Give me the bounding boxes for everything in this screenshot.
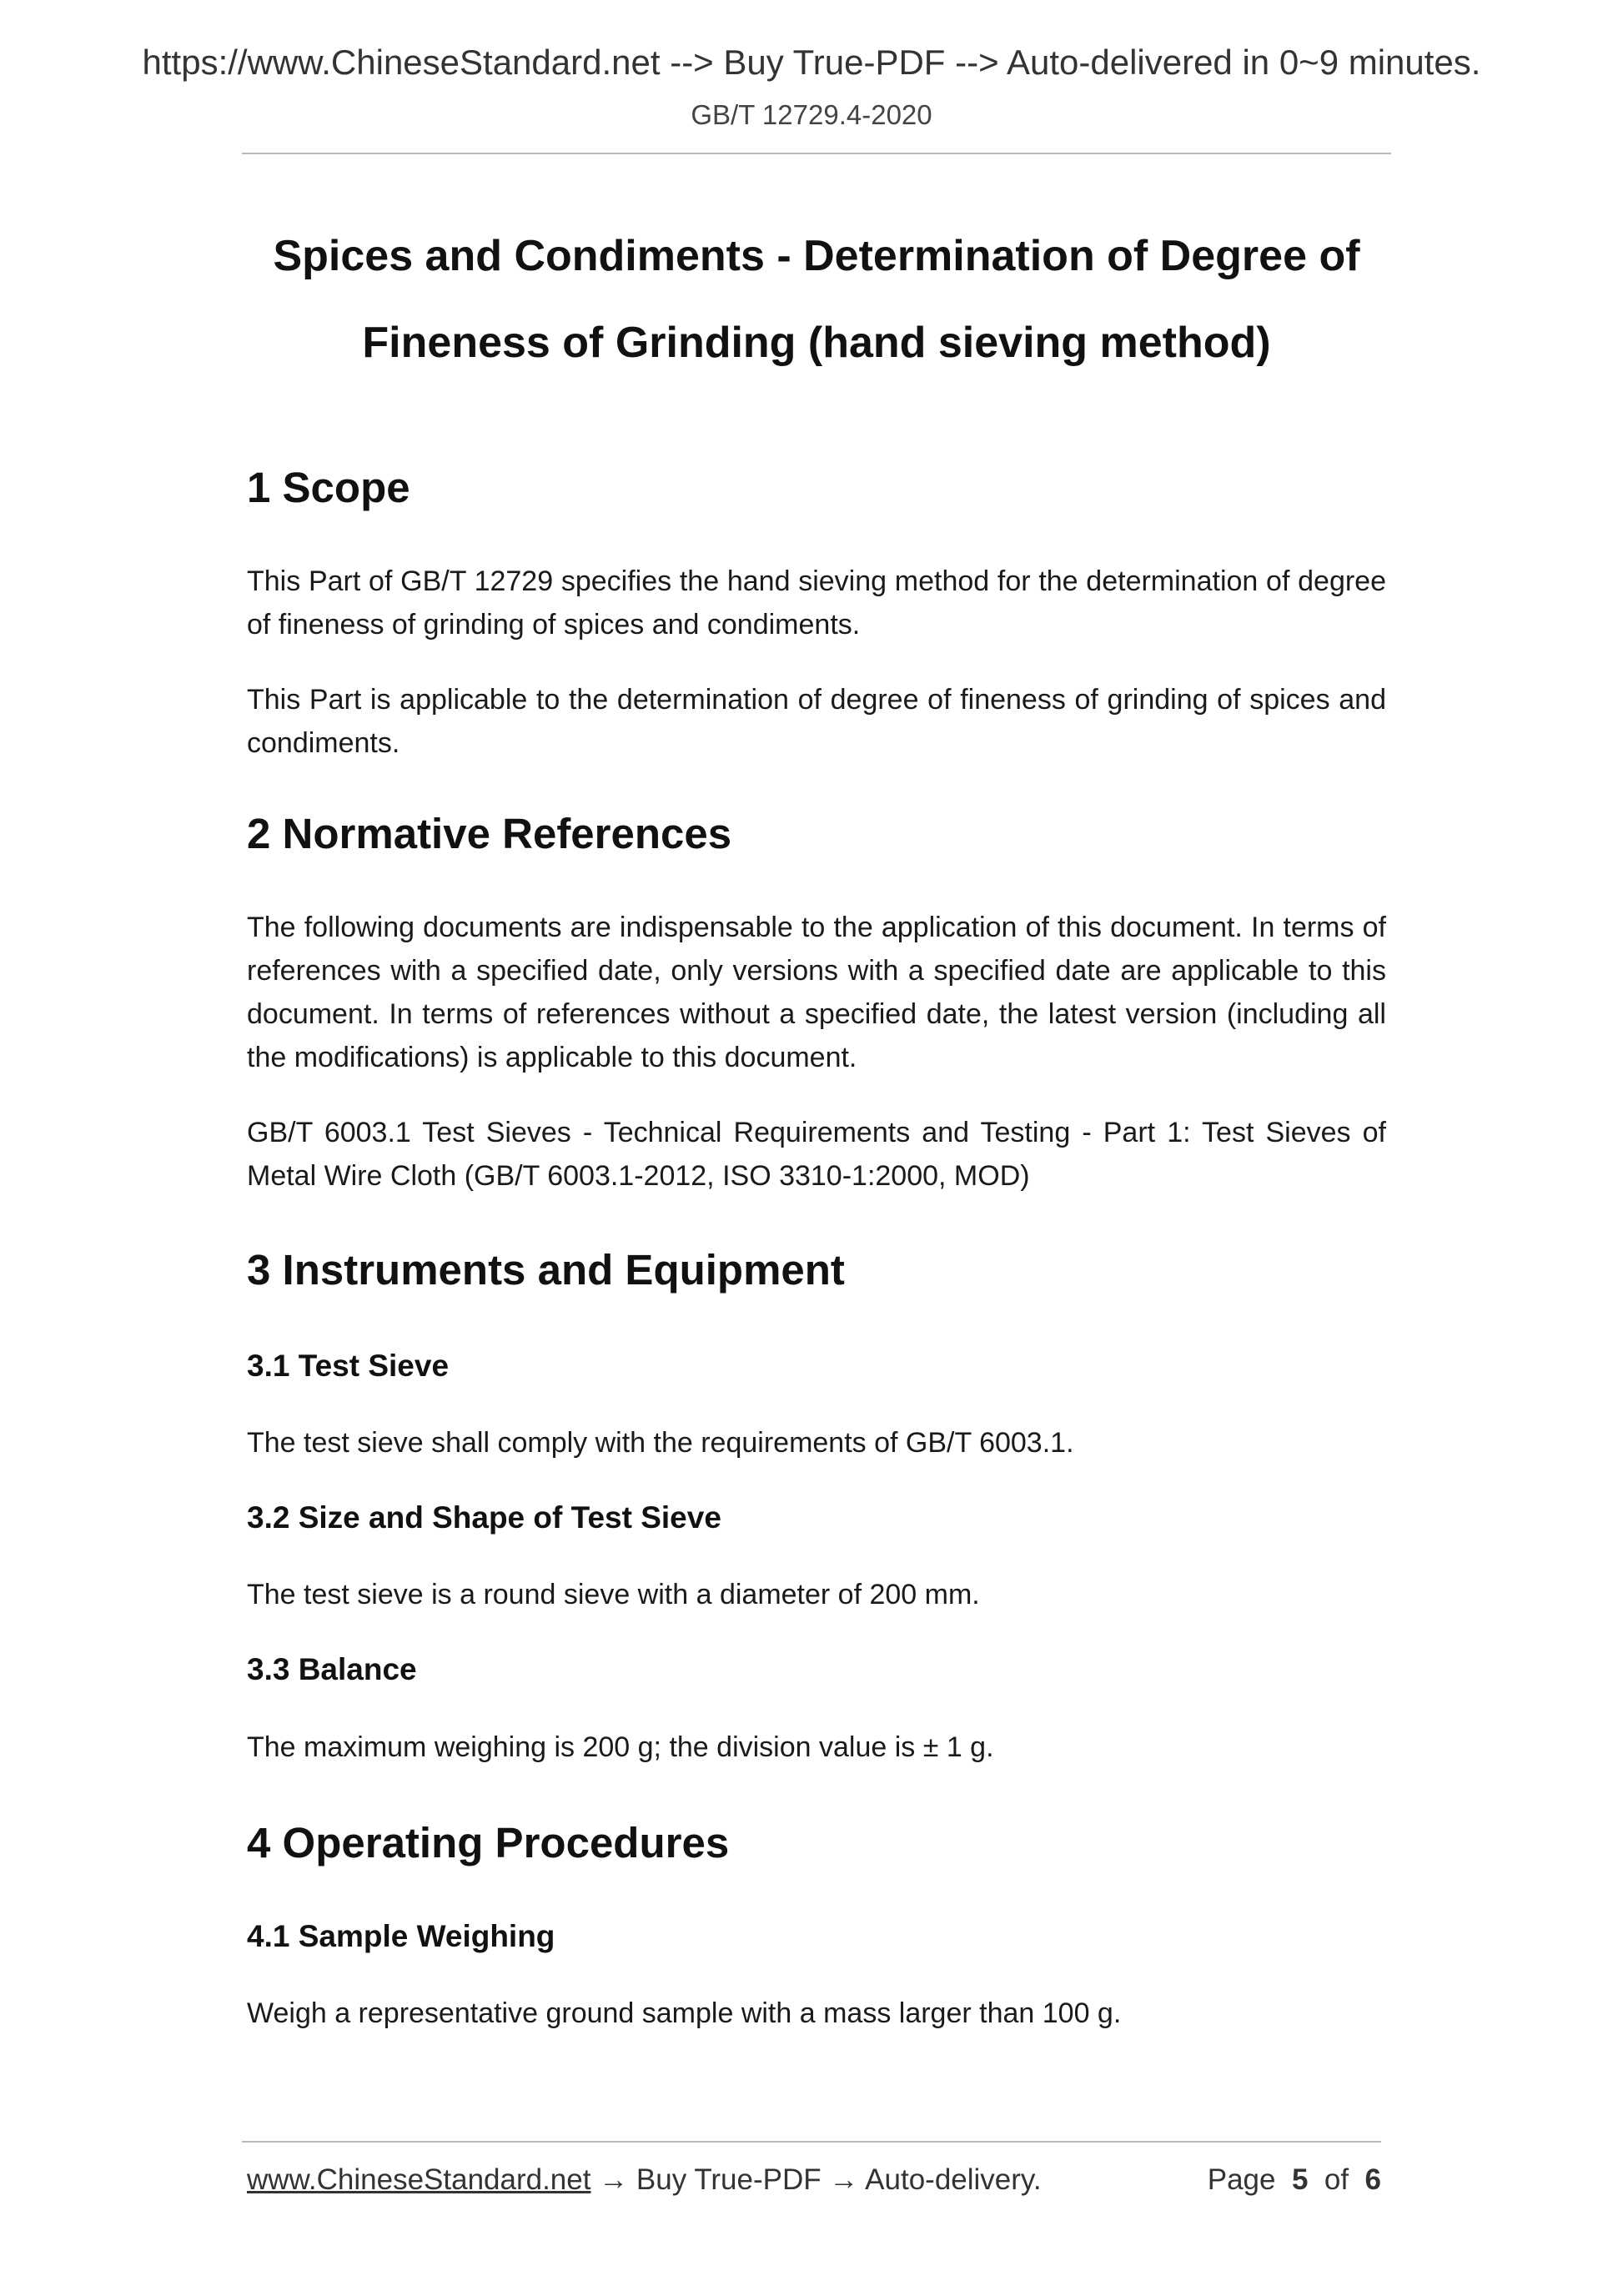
- footer-left: [247, 2163, 1042, 2198]
- section-3-heading: 3 Instruments and Equipment: [247, 1246, 845, 1294]
- header-standard-code: GB/T 12729.4-2020: [691, 99, 932, 130]
- subsection-3-2-heading: 3.2 Size and Shape of Test Sieve: [247, 1500, 721, 1535]
- subsection-3-3-text: The maximum weighing is 200 g; the division value is ± 1 g.: [247, 1731, 994, 1763]
- document-body: [247, 213, 1386, 2035]
- document-title-line-2: Fineness of Grinding (hand sieving method): [362, 319, 1271, 367]
- section-4-heading: 4 Operating Procedures: [247, 1818, 730, 1866]
- subsection-4-1-heading: 4.1 Sample Weighing: [247, 1918, 555, 1953]
- subsection-4-1-text: Weigh a representative ground sample with a mass larger than 100 g.: [247, 1997, 1122, 2030]
- section-2-reference-entry: GB/T 6003.1 Test Sieves - Technical Requirements and Testing - Part 1: Test Sieves of Metal Wire Cloth (GB/T 6003.1-2012, ISO 3310-1:2000, MOD): [247, 1117, 1386, 1193]
- section-2-heading: 2 Normative References: [247, 810, 732, 858]
- footer-tagline: → Buy True-PDF → Auto-delivery.: [590, 2163, 1042, 2196]
- header-url-line: https://www.ChineseStandard.net --> Buy True-PDF --> Auto-delivered in 0~9 minutes.: [142, 43, 1481, 82]
- section-1-heading: 1 Scope: [247, 464, 410, 511]
- page-indicator: [1208, 2163, 1381, 2198]
- footer-divider: [242, 2141, 1381, 2143]
- document-title-line-1: Spices and Condiments - Determination of Degree of: [273, 232, 1360, 280]
- page-of-label: of: [1324, 2163, 1349, 2196]
- section-1-paragraph-2: This Part is applicable to the determination of degree of fineness of grinding of spices and condiments.: [247, 684, 1386, 760]
- section-2-paragraph-1: The following documents are indispensable to the application of this document. In terms of references with a specified date, only versions with a specified date are applicable to this document. In terms of references without a specified date, the latest version (including all the modifications) is applicable to this document.: [247, 912, 1386, 1074]
- section-1-paragraph-1: This Part of GB/T 12729 specifies the hand sieving method for the determination of degree of fineness of grinding of spices and condiments.: [247, 565, 1386, 641]
- subsection-3-1-text: The test sieve shall comply with the requirements of GB/T 6003.1.: [247, 1426, 1074, 1459]
- footer-site-link[interactable]: www.ChineseStandard.net: [247, 2163, 591, 2196]
- header-divider: [242, 153, 1391, 154]
- subsection-3-3-heading: 3.3 Balance: [247, 1652, 417, 1687]
- subsection-3-1-heading: 3.1 Test Sieve: [247, 1348, 450, 1383]
- page-current: 5: [1291, 2163, 1309, 2196]
- page-total: 6: [1364, 2163, 1381, 2196]
- document-title: [247, 213, 1386, 386]
- subsection-3-2-text: The test sieve is a round sieve with a diameter of 200 mm.: [247, 1579, 980, 1611]
- page-label: Page: [1207, 2163, 1276, 2196]
